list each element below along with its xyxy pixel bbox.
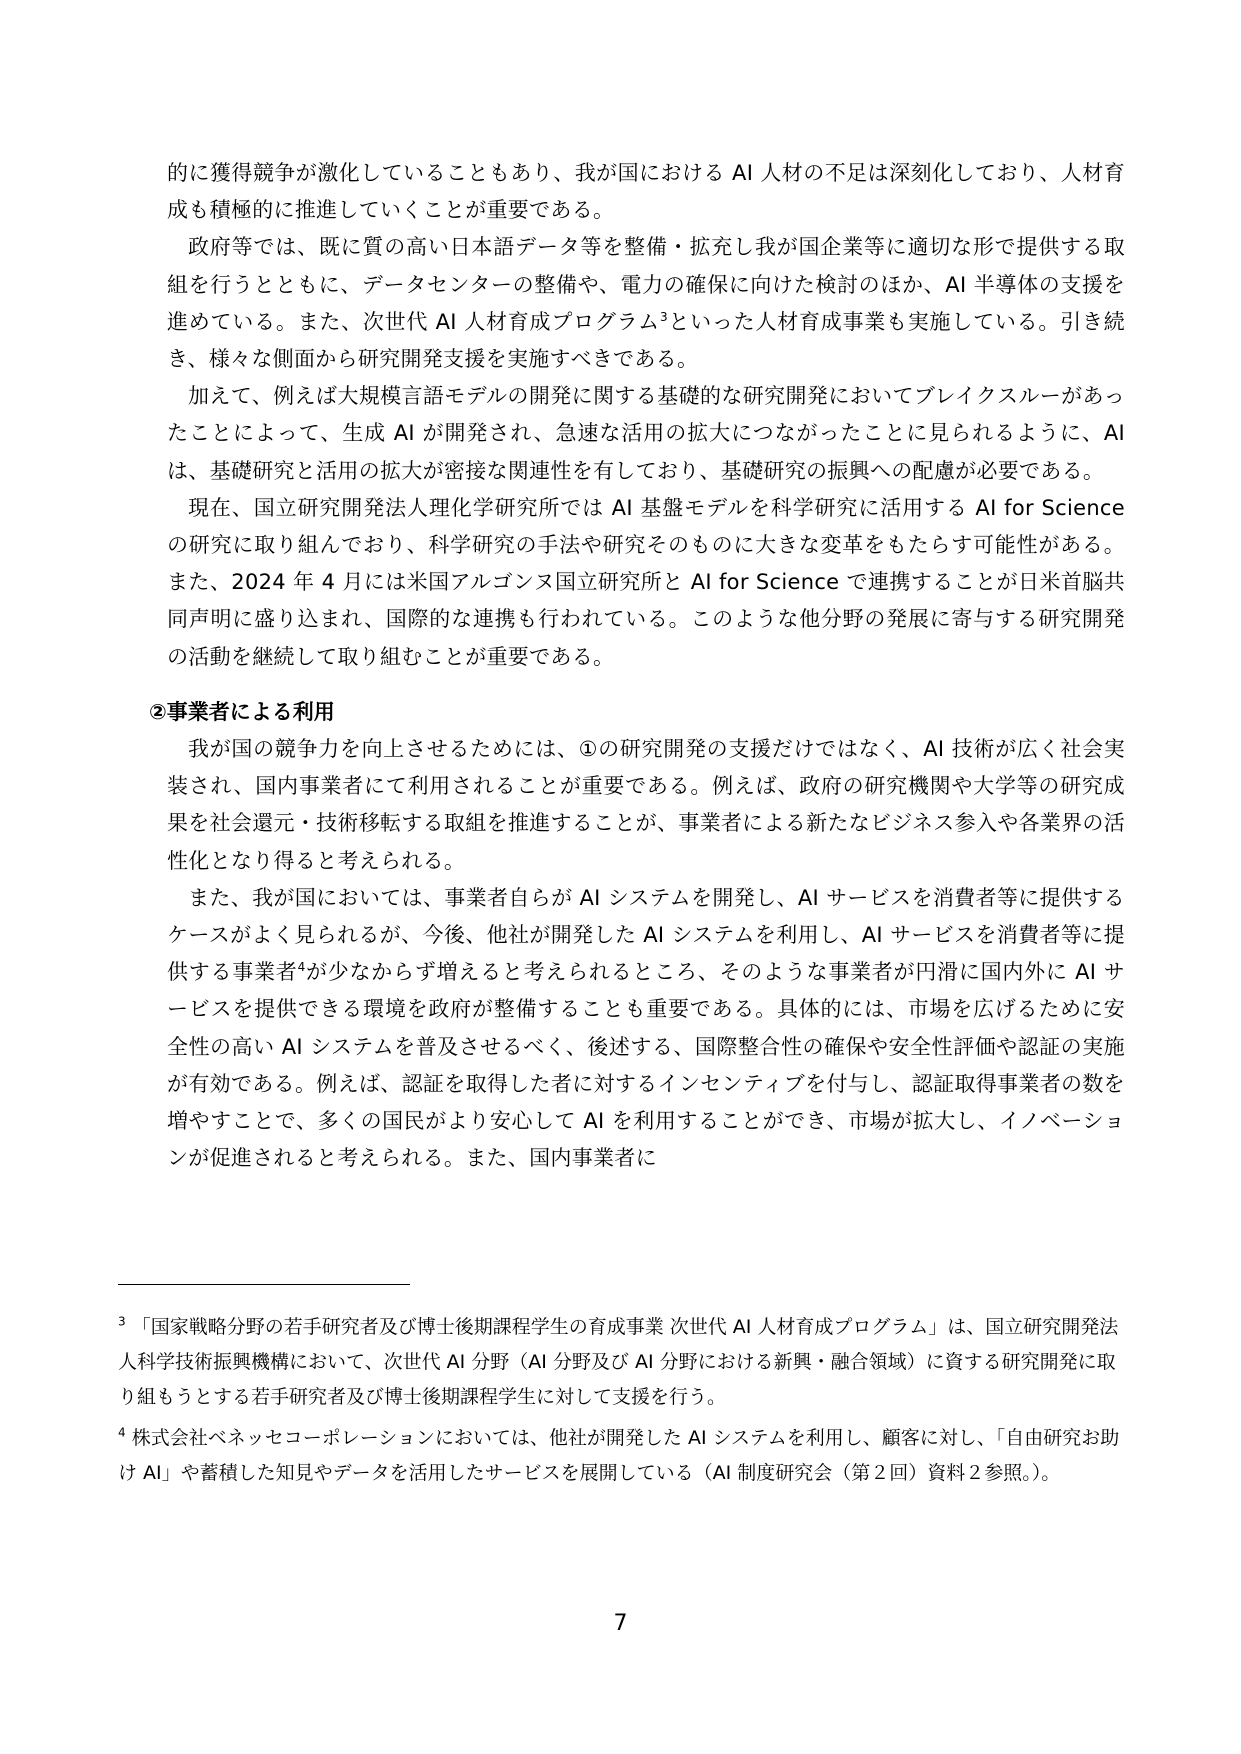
footnote-4-text: 株式会社ベネッセコーポレーションにおいては、他社が開発した AI システムを利用し、顧客に対し、「自由研究お助け AI」や蓄積した知見やデータを活用したサービスを展開している（AI 制度研究会（第２回）資料２参照。）。 (118, 1427, 1120, 1484)
section-heading: ②事業者による利用 (149, 699, 335, 724)
paragraph-4-text: 現在、国立研究開発法人理化学研究所では AI 基盤モデルを科学研究に活用する AI for Science の研究に取り組んでおり、科学研究の手法や研究そのものに大きな変革をもたらす可能性がある。また、2024 年 4 月には米国アルゴンヌ国立研究所と AI for Science で連携することが日米首脳共同声明に盛り込まれ、国際的な連携も行われている。このような他分野の発展に寄与する研究開発の活動を継続して取り組むことが重要である。 (167, 495, 1125, 669)
paragraph-2-text-a: 政府等では、既に質の高い日本語データ等を整備・拡充し我が国企業等に適切な形で提供する取組を行うとともに、データセンターの整備や、電力の確保に向けた検討のほか、AI 半導体の支援を進めている。また、次世代 AI 人材育成プログラム (167, 235, 1125, 334)
footnote-divider (118, 1284, 410, 1285)
footnote-ref-3[interactable]: 3 (659, 309, 668, 324)
paragraph-6-text-b: が少なからず増えると考えられるところ、そのような事業者が円滑に国内外に AI サービスを提供できる環境を政府が整備することも重要である。具体的には、市場を広げるために安全性の高い AI システムを普及させるべく、後述する、国際整合性の確保や安全性評価や認証の実施が有効である。例えば、認証を取得した者に対するインセンティブを付与し、認証取得事業者の数を増やすことで、多くの国民がより安心して AI を利用することができ、市場が拡大し、イノベーションが促進されると考えられる。また、国内事業者に (167, 960, 1125, 1171)
footnote-4 (118, 1421, 1125, 1491)
paragraph-6-text-a: また、我が国においては、事業者自らが AI システムを開発し、AI サービスを消費者等に提供するケースがよく見られるが、今後、他社が開発した AI システムを利用し、AI サービスを消費者等に提供する事業者 (167, 885, 1125, 985)
paragraph-2-text-b: といった人材育成事業も実施している。引き続き、様々な側面から研究開発支援を実施すべきである。 (167, 309, 1125, 372)
paragraph-2 (167, 229, 1125, 378)
footnote-number-3: 3 (118, 1314, 126, 1329)
page-number: 7 (613, 1611, 628, 1636)
paragraph-4 (167, 490, 1125, 676)
footnote-number-4: 4 (118, 1425, 126, 1440)
main-body-text (149, 155, 1126, 1177)
paragraph-3 (167, 378, 1125, 490)
paragraph-6 (167, 880, 1125, 1178)
paragraph-1-text: 的に獲得競争が激化していることもあり、我が国における AI 人材の不足は深刻化しており、人材育成も積極的に推進していくことが重要である。 (167, 161, 1125, 223)
paragraph-3-text: 加えて、例えば大規模言語モデルの開発に関する基礎的な研究開発においてブレイクスルーがあったことによって、生成 AI が開発され、急速な活用の拡大につながったことに見られるように、AI は、基礎研究と活用の拡大が密接な関連性を有しており、基礎研究の振興への配慮が必要である。 (167, 384, 1126, 483)
paragraph-5 (167, 731, 1125, 880)
footnote-ref-4[interactable]: 4 (297, 960, 306, 975)
footnotes (118, 1310, 1125, 1497)
paragraph-5-text: 我が国の競争力を向上させるためには、①の研究開発の支援だけではなく、AI 技術が広く社会実装され、国内事業者にて利用されることが重要である。例えば、政府の研究機関や大学等の研究成果を社会還元・技術移転する取組を推進することが、事業者による新たなビジネス参入や各業界の活性化となり得ると考えられる。 (167, 737, 1125, 873)
paragraph-1 (167, 155, 1125, 229)
footnote-3 (118, 1310, 1125, 1415)
footnote-3-text: 「国家戦略分野の若手研究者及び博士後期課程学生の育成事業 次世代 AI 人材育成プログラム」は、国立研究開発法人科学技術振興機構において、次世代 AI 分野（AI 分野及び AI 分野における新興・融合領域）に資する研究開発に取り組もうとする若手研究者及び博士後期課程学生に対して支援を行う。 (118, 1316, 1119, 1408)
